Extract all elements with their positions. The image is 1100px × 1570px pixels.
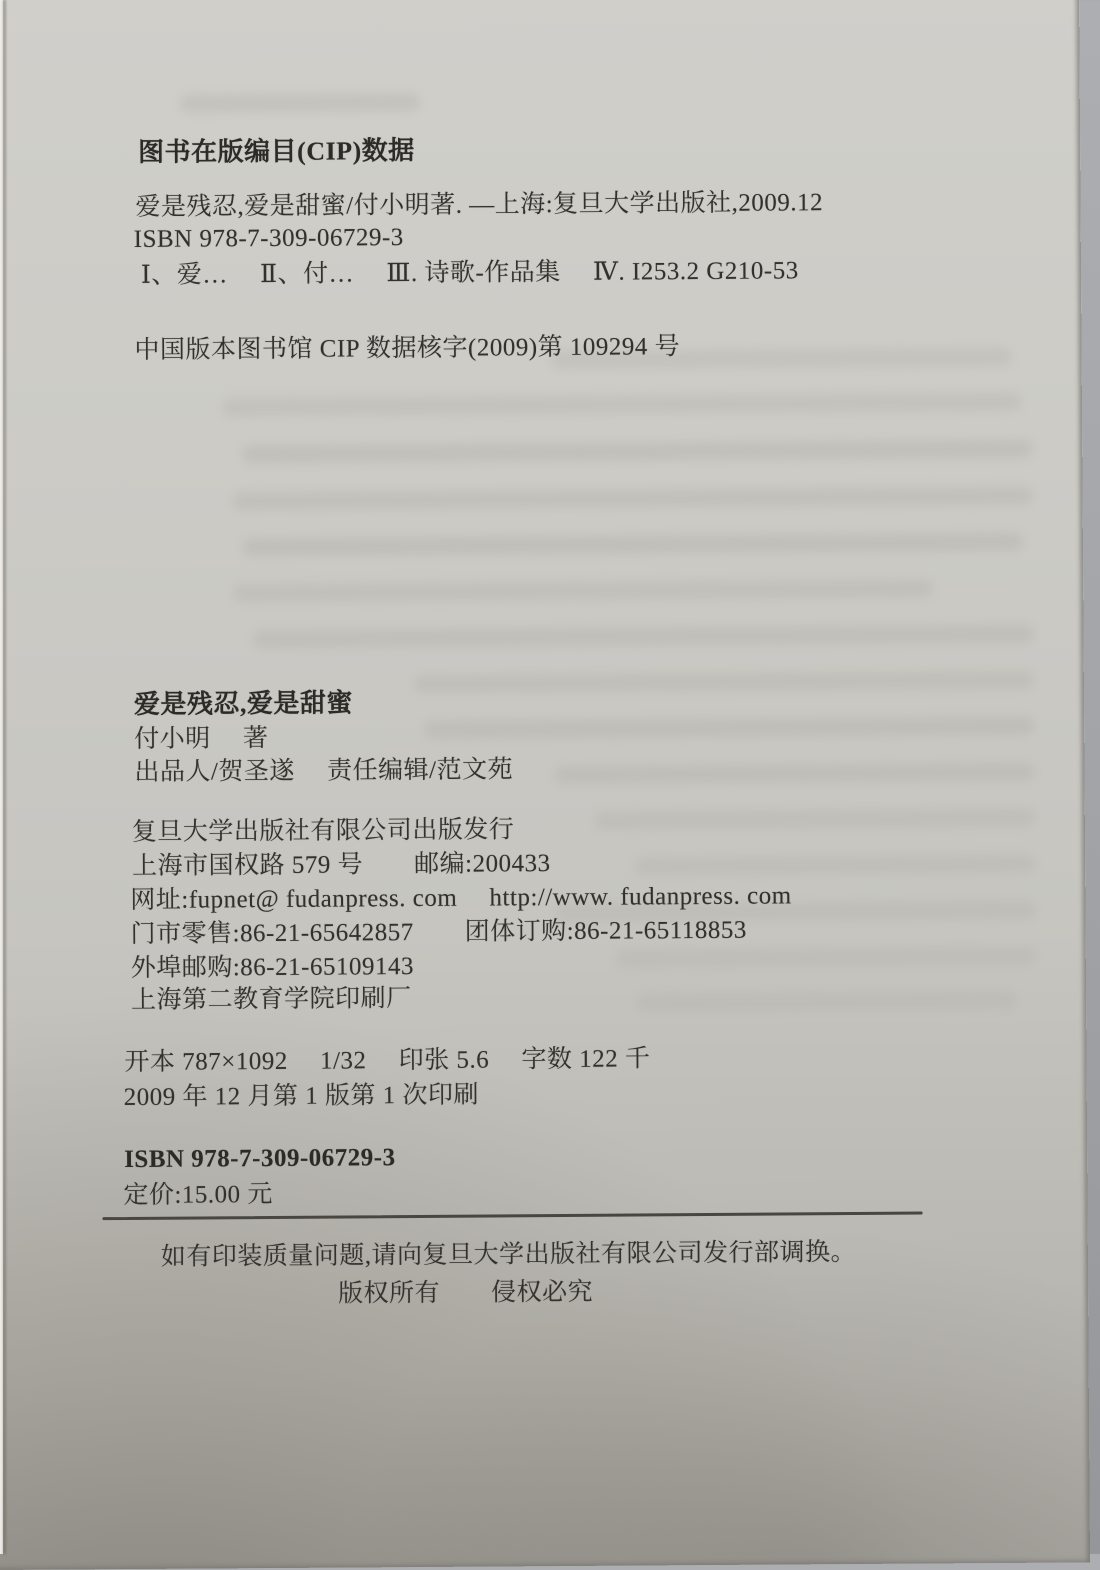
divider-rule [103, 1211, 923, 1220]
bleed-through-smudge [414, 671, 1034, 693]
staff-credits-line: 出品人/贺圣遂 责任编辑/范文苑 [134, 756, 514, 786]
bleed-through-smudge [180, 93, 420, 113]
isbn-line: ISBN 978-7-309-06729-3 [124, 1144, 396, 1174]
cip-classification-line: Ⅰ、爱… Ⅱ、付… Ⅲ. 诗歌-作品集 Ⅳ. I253.2 G210-53 [140, 257, 799, 289]
mail-order-line: 外埠邮购:86-21-65109143 [130, 953, 415, 982]
copyright-line: 版权所有 侵权必究 [337, 1278, 594, 1308]
author-line: 付小明 著 [134, 725, 269, 753]
publisher-address-line: 上海市国权路 579 号 邮编:200433 [131, 850, 551, 880]
bleed-through-smudge [253, 625, 1033, 648]
page-gutter-shadow [3, 0, 6, 1554]
bleed-through-smudge [232, 487, 1032, 511]
format-spec-line: 开本 787×1092 1/32 印张 5.6 字数 122 千 [124, 1045, 651, 1077]
book-title: 爱是残忍,爱是甜蜜 [133, 688, 354, 719]
bleed-through-smudge [243, 533, 1023, 556]
publisher-line: 复旦大学出版社有限公司出版发行 [131, 816, 515, 846]
cip-isbn-line: ISBN 978-7-309-06729-3 [133, 224, 404, 253]
reverse-side-bleed-through [0, 76, 1090, 84]
bleed-through-smudge [635, 855, 1035, 876]
price-line: 定价:15.00 元 [123, 1181, 273, 1210]
bleed-through-smudge [595, 809, 1035, 830]
bleed-through-smudge [222, 393, 1022, 417]
cip-description-line: 爱是残忍,爱是甜蜜/付小明著. —上海:复旦大学出版社,2009.12 [135, 189, 824, 221]
edition-line: 2009 年 12 月第 1 版第 1 次印刷 [123, 1081, 480, 1112]
bleed-through-smudge [233, 579, 933, 602]
publisher-website-line: 网址:fupnet@ fudanpress. com http://www. fudanpress. com [130, 882, 792, 914]
bleed-through-smudge [616, 947, 1036, 968]
bleed-through-smudge [424, 717, 1034, 739]
cip-heading: 图书在版编目(CIP)数据 [138, 135, 415, 167]
bleed-through-smudge [554, 763, 1034, 784]
publisher-phones-line: 门市零售:86-21-65642857 团体订购:86-21-65118853 [130, 916, 747, 948]
bleed-through-smudge [636, 991, 1016, 1012]
printer-line: 上海第二教育学院印刷厂 [130, 985, 412, 1014]
cip-record-number-line: 中国版本图书馆 CIP 数据核字(2009)第 109294 号 [134, 333, 681, 364]
quality-notice-line: 如有印装质量问题,请向复旦大学出版社有限公司发行部调换。 [160, 1238, 857, 1271]
bleed-through-smudge [242, 440, 1032, 464]
